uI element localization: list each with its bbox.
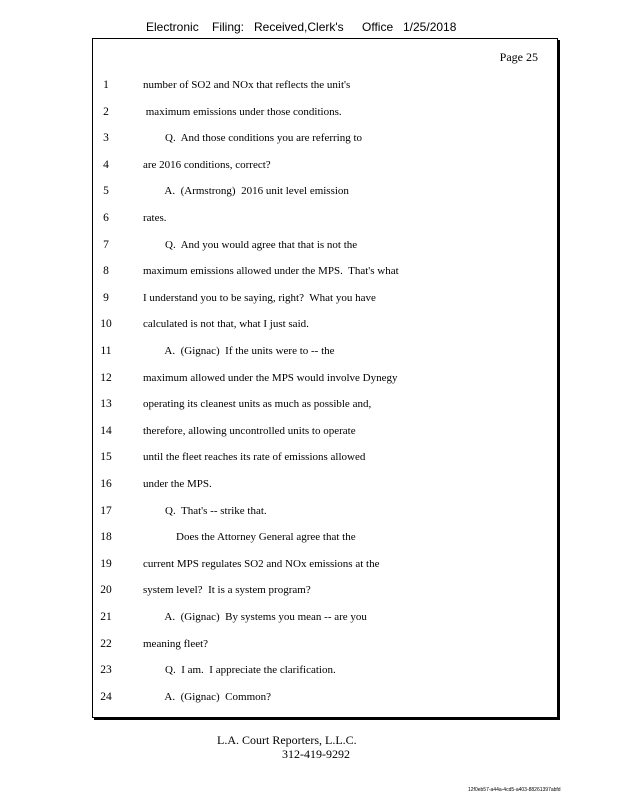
line-text: A. (Gignac) If the units were to -- the: [143, 345, 335, 357]
line-number: 10: [100, 318, 112, 331]
line-text: Q. And you would agree that that is not the: [143, 238, 358, 251]
transcript-line: [0, 558, 618, 574]
line-number: 23: [100, 664, 112, 677]
transcript-line: [0, 292, 618, 308]
line-text: therefore, allowing uncontrolled units to operate: [143, 424, 356, 437]
line-text: maximum emissions under those conditions.: [143, 105, 342, 118]
filing-received: Received,Clerk's: [254, 20, 344, 34]
transcript-line: [0, 239, 618, 255]
transcript-line: [0, 531, 618, 547]
transcript-line: [0, 372, 618, 388]
filing-header: [0, 20, 618, 36]
line-number: 6: [103, 212, 109, 224]
page-number: Page 25: [499, 50, 538, 64]
line-number: 22: [100, 637, 112, 650]
filing-date: 1/25/2018: [403, 20, 457, 34]
line-number: 5: [103, 185, 109, 198]
transcript-line: [0, 318, 618, 334]
transcript-line: [0, 398, 618, 414]
line-text: current MPS regulates SO2 and NOx emissions at the: [143, 557, 380, 570]
footer-company: L.A. Court Reporters, L.L.C.: [217, 733, 357, 747]
line-text: Q. That's -- strike that.: [143, 504, 267, 517]
line-text: Does the Attorney General agree that the: [143, 531, 356, 544]
transcript-line: [0, 345, 618, 361]
line-text: A. (Gignac) By systems you mean -- are you: [143, 611, 367, 623]
transcript-line: [0, 584, 618, 600]
line-text: system level? It is a system program?: [143, 584, 311, 597]
line-text: Q. And those conditions you are referring to: [143, 132, 363, 145]
line-number: 4: [103, 158, 109, 171]
line-number: 17: [100, 504, 112, 517]
transcript-line: [0, 265, 618, 281]
line-text: operating its cleanest units as much as possible and,: [143, 398, 372, 411]
line-number: 19: [100, 557, 112, 570]
filing-electronic: Electronic: [146, 20, 199, 34]
line-number: 21: [100, 611, 112, 623]
line-number: 18: [100, 531, 112, 544]
document-id: 12f0eb57-a44a-4cd5-a403-88261397abfd: [468, 787, 561, 793]
line-number: 14: [100, 424, 112, 437]
transcript-line: [0, 691, 618, 707]
line-number: 11: [100, 345, 112, 357]
line-text: maximum emissions allowed under the MPS. That's what: [143, 265, 399, 278]
line-number: 15: [100, 451, 112, 464]
filing-office: Office: [362, 20, 394, 34]
transcript-line: [0, 132, 618, 148]
transcript-line: [0, 478, 618, 494]
line-text: calculated is not that, what I just said.: [143, 318, 309, 331]
transcript-line: [0, 185, 618, 201]
line-text: rates.: [143, 212, 167, 224]
transcript-line: [0, 664, 618, 680]
line-text: are 2016 conditions, correct?: [143, 158, 271, 171]
line-number: 1: [103, 79, 109, 91]
line-number: 24: [100, 690, 112, 703]
line-text: number of SO2 and NOx that reflects the unit's: [143, 79, 351, 91]
transcript-line: [0, 425, 618, 441]
line-number: 16: [100, 478, 112, 490]
line-text: Q. I am. I appreciate the clarification.: [143, 664, 336, 677]
line-text: under the MPS.: [143, 478, 212, 490]
footer-phone: 312-419-9292: [282, 747, 350, 761]
transcript-line: [0, 106, 618, 122]
transcript-line: [0, 451, 618, 467]
transcript-line: [0, 611, 618, 627]
transcript-line: [0, 159, 618, 175]
transcript-line: [0, 638, 618, 654]
line-text: I understand you to be saying, right? What you have: [143, 291, 376, 304]
line-text: until the fleet reaches its rate of emissions allowed: [143, 451, 366, 464]
line-number: 20: [100, 584, 112, 597]
line-number: 9: [103, 291, 109, 304]
line-number: 3: [103, 132, 109, 145]
line-text: A. (Armstrong) 2016 unit level emission: [143, 185, 349, 198]
transcript-line: [0, 505, 618, 521]
line-text: meaning fleet?: [143, 637, 209, 650]
line-number: 12: [100, 371, 112, 384]
line-text: maximum allowed under the MPS would involve Dynegy: [143, 371, 398, 384]
line-number: 8: [103, 265, 109, 278]
line-text: A. (Gignac) Common?: [143, 690, 272, 703]
transcript-line: [0, 79, 618, 95]
filing-label: Filing:: [212, 20, 245, 34]
line-number: 2: [103, 105, 109, 118]
line-number: 7: [103, 238, 109, 251]
transcript-line: [0, 212, 618, 228]
line-number: 13: [100, 398, 112, 411]
